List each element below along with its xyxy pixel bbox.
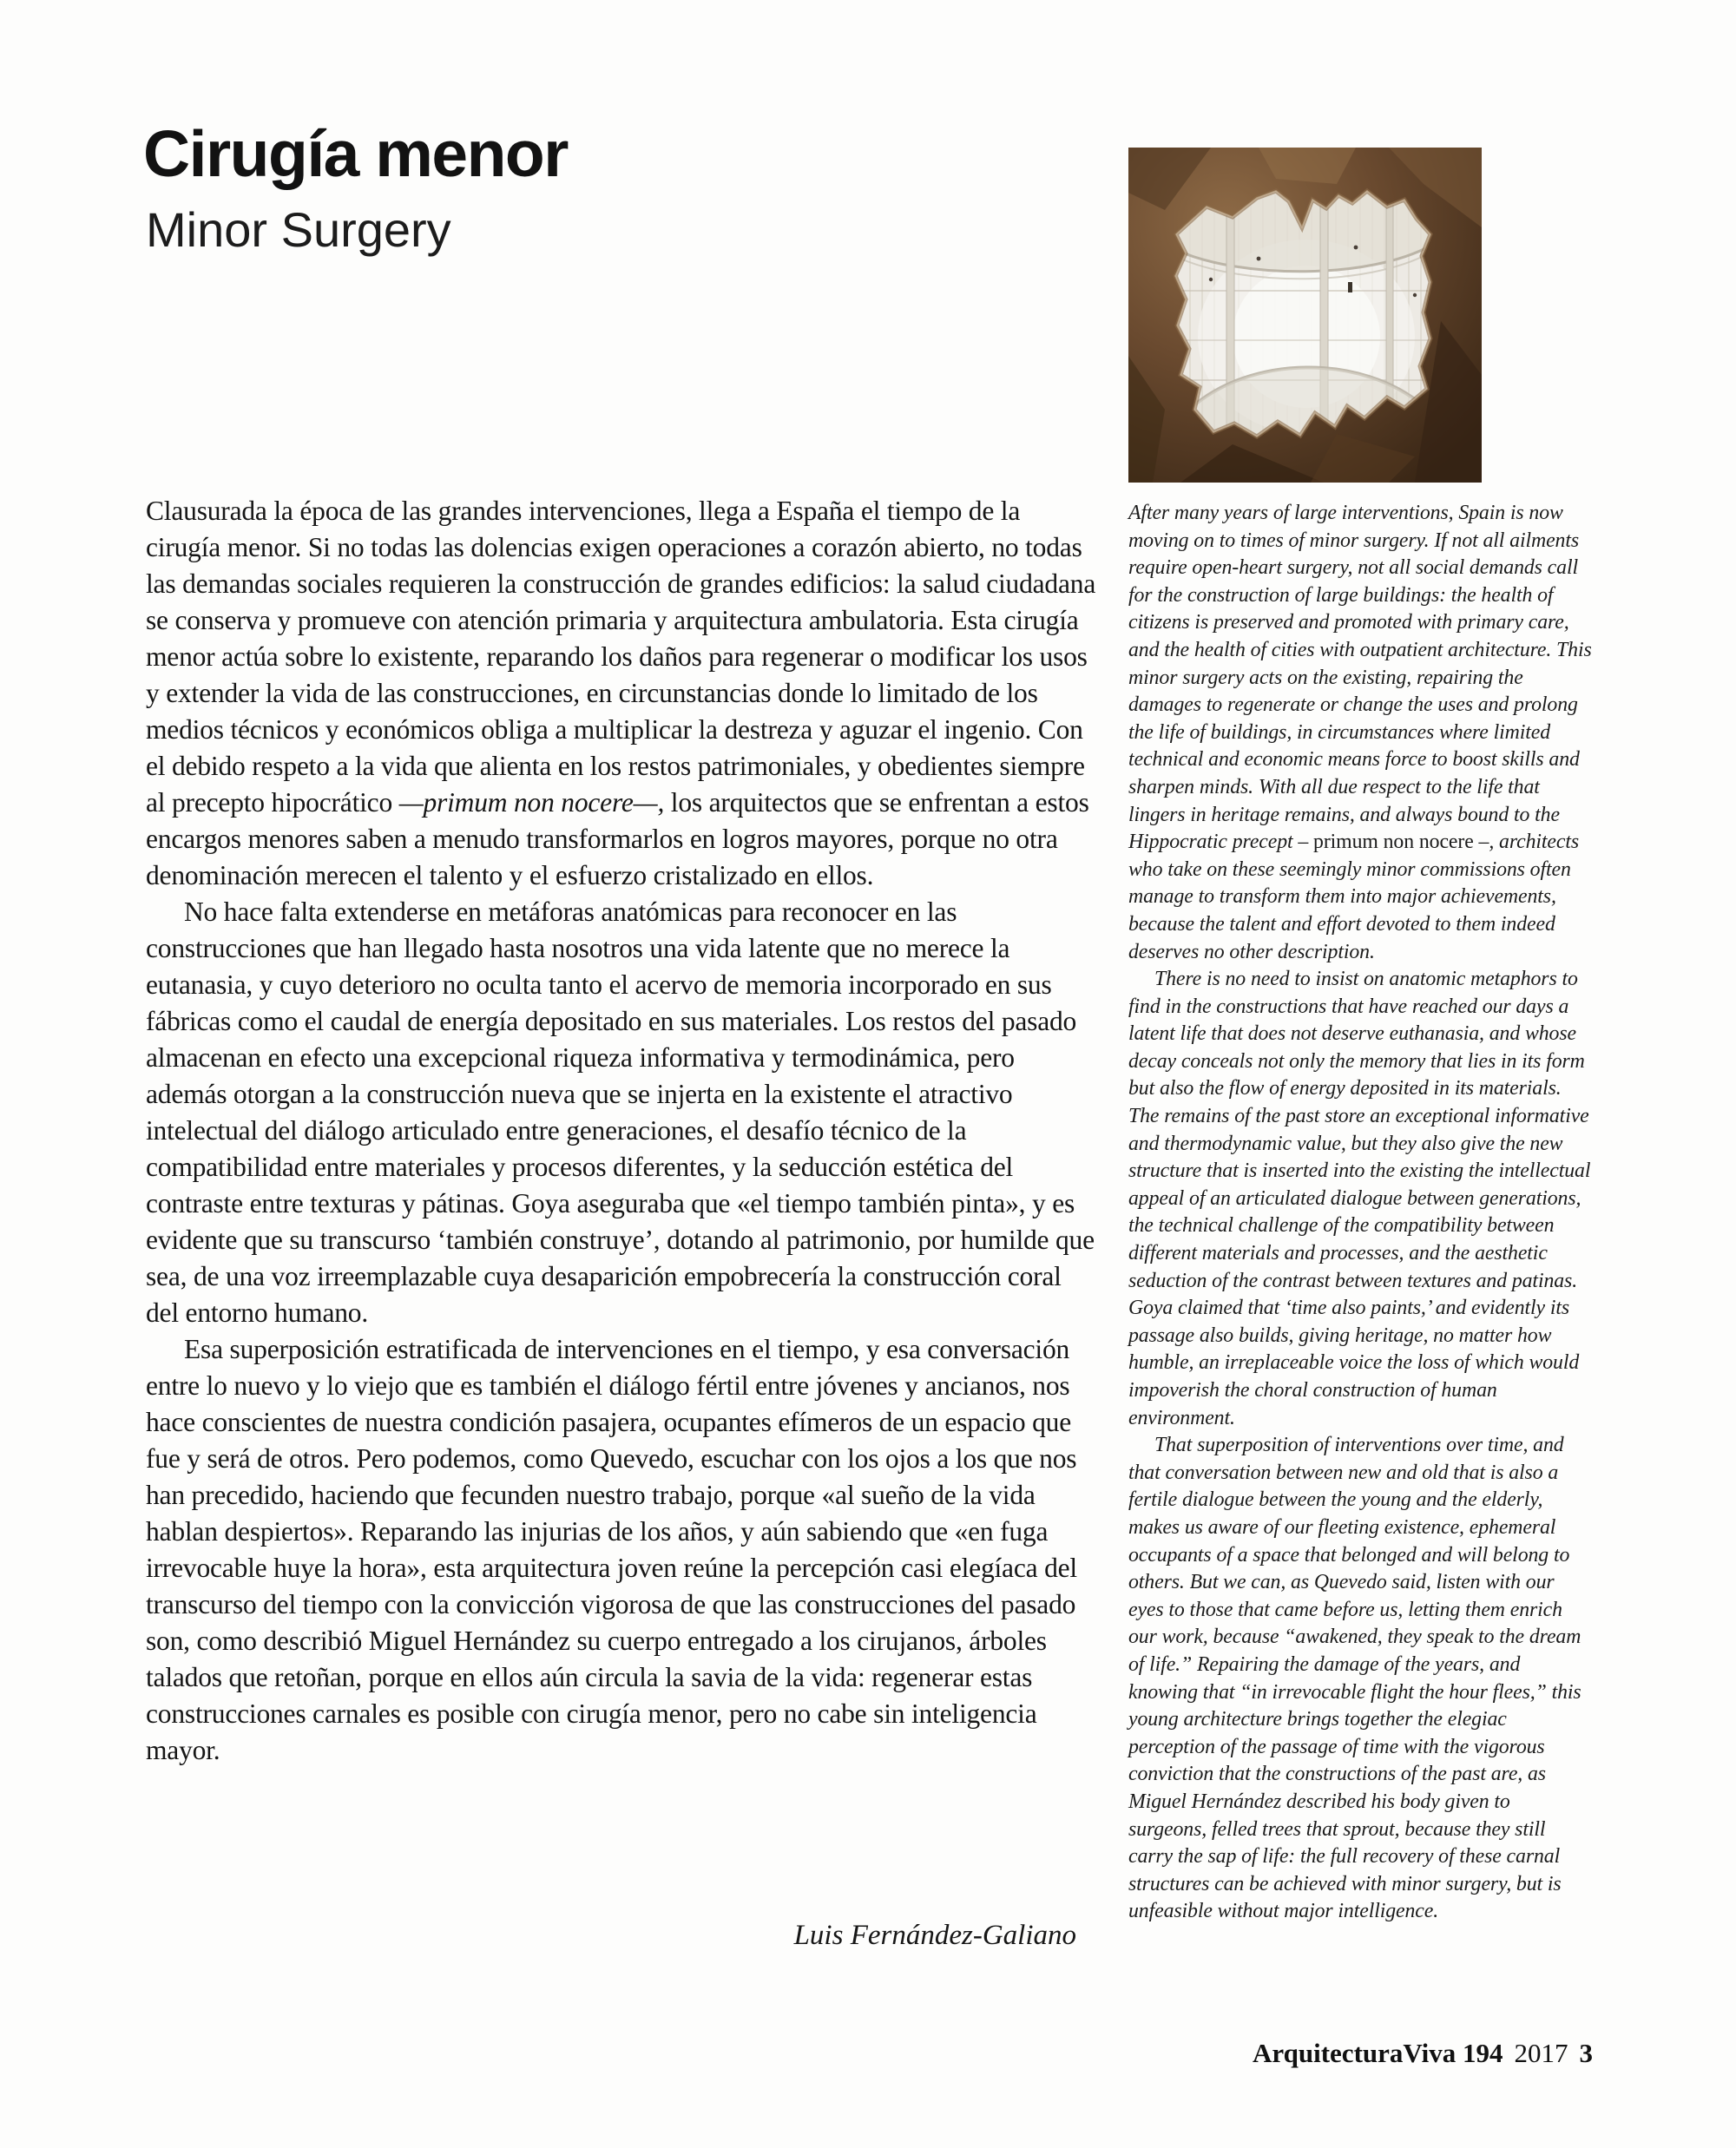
english-text-segment: After many years of large interventions, Spain is now moving on to times of minor surgery. If not all ailments require open-heart surgery, not all social demands call for the construction of large buildings: the health of citizens is preserved and promoted with primary care, and the health of cities with outpatient architecture. This minor surgery acts on the existing, repairing the damages to regenerate or change the uses and prolong the life of buildings, in circumstances where limited technical and economic means force to boost skills and sharpen minds. With all due respect to the life that lingers in heritage remains, and always bound to the Hippocratic precept – <box>1128 502 1592 854</box>
english-paragraph-3 <box>1128 1432 1593 1926</box>
footer-year: 2017 <box>1514 2038 1568 2068</box>
spanish-text-segment: —primum non nocere—, <box>398 787 665 818</box>
spanish-paragraph-1 <box>146 493 1101 894</box>
spanish-paragraph-2 <box>146 894 1101 1331</box>
english-text-segment: –, architects who take on these seemingly minor commissions often manage to transform them into major achievements, because the talent and effort devoted to them indeed deserves no other description. <box>1128 831 1579 963</box>
footer-page-number: 3 <box>1579 2038 1593 2068</box>
spanish-text-column <box>146 493 1101 1769</box>
spanish-text-segment: Clausurada la época de las grandes intervenciones, llega a España el tiempo de la cirugía menor. Si no todas las dolencias exigen operaciones a corazón abierto, no todas las demandas sociales requieren la construcción de grandes edificios: la salud ciudadana se conserva y promueve con atención primaria y arquitectura ambulatoria. Esta cirugía menor actúa sobre lo existente, reparando los daños para regenerar o modificar los usos y extender la vida de las construcciones, en circunstancias donde lo limitado de los medios técnicos y económicos obliga a multiplicar la destreza y aguzar el ingenio. Con el debido respeto a la vida que alienta en los restos patrimoniales, y obedientes siempre al precepto hipocrático <box>146 496 1096 818</box>
english-paragraph-2 <box>1128 966 1593 1432</box>
spanish-text-segment: No hace falta extenderse en metáforas anatómicas para reconocer en las construcciones que han llegado hasta nosotros una vida latente que no merece la eutanasia, y cuyo deterioro no oculta tanto el acervo de memoria incorporado en sus fábricas como el caudal de energía depositado en sus materiales. Los restos del pasado almacenan en efecto una excepcional riqueza informativa y termodinámica, pero además otorgan a la construcción nueva que se injerta en la existente el atractivo intelectual del diálogo articulado entre generaciones, el desafío técnico de la compatibilidad entre materiales y procesos diferentes, y la seducción estética del contraste entre texturas y pátinas. Goya aseguraba que «el tiempo también pinta», y es evidente que su transcurso ‘también construye’, dotando al patrimonio, por humilde que sea, de una voz irreemplazable cuya desaparición empobrecería la construcción coral del entorno humano. <box>146 897 1095 1328</box>
english-translation-column <box>1128 500 1593 1926</box>
english-text-segment: primum non nocere <box>1313 831 1474 854</box>
english-text-segment: That superposition of interventions over time, and that conversation between new and old that is also a fertile dialogue between the young and the elderly, makes us aware of our fleeting existence, ephemeral occupants of a space that belonged and will belong to others. But we can, as Quevedo said, listen with our eyes to those that came before us, letting them enrich our work, because “awakened, they speak to the dream of life.” Repairing the damage of the years, and knowing that “in irrevocable flight the hour flees,” this young architecture brings together the elegiac perception of the passage of time with the vigorous conviction that the constructions of the past are, as Miguel Hernández described his body given to surgeons, felled trees that sprout, because they still carry the sap of life: the full recovery of these carnal structures can be achieved with minor surgery, but is unfeasible without major intelligence. <box>1128 1434 1581 1923</box>
author-signature: Luis Fernández-Galiano <box>793 1920 1076 1951</box>
english-paragraph-1 <box>1128 500 1593 966</box>
broken-ceiling-hole-photo <box>1128 148 1482 483</box>
page-footer <box>898 2038 1593 2069</box>
spanish-paragraph-3 <box>146 1331 1101 1769</box>
page-title: Cirugía menor <box>143 117 568 190</box>
footer-magazine-issue: ArquitecturaViva 194 <box>1253 2038 1503 2068</box>
english-text-segment: There is no need to insist on anatomic metaphors to find in the constructions that have reached our days a latent life that does not deserve euthanasia, and whose decay conceals not only the memory that lies in its form but also the flow of energy deposited in its materials. The remains of the past store an exceptional informative and thermodynamic value, but they also give the new structure that is inserted into the existing the intellectual appeal of an articulated dialogue between generations, the technical challenge of the compatibility between different materials and processes, and the aesthetic seduction of the contrast between textures and patinas. Goya claimed that ‘time also paints,’ and evidently its passage also builds, giving heritage, no matter how humble, an irreplaceable voice the loss of which would impoverish the choral construction of human environment. <box>1128 968 1591 1429</box>
page-subtitle: Minor Surgery <box>146 202 451 257</box>
spanish-text-segment: Esa superposición estratificada de intervenciones en el tiempo, y esa conversación entre lo nuevo y lo viejo que es también el diálogo fértil entre jóvenes y ancianos, nos hace conscientes de nuestra condición pasajera, ocupantes efímeros de un espacio que fue y será de otros. Pero podemos, como Quevedo, escuchar con los ojos a los que nos han precedido, haciendo que fecunden nuestro trabajo, porque «al sueño de la vida hablan despiertos». Reparando las injurias de los años, y aún sabiendo que «en fuga irrevocable huye la hora», esta arquitectura joven reúne la percepción casi elegíaca del transcurso del tiempo con la convicción vigorosa de que las construcciones del pasado son, como describió Miguel Hernández su cuerpo entregado a los cirujanos, árboles talados que retoñan, porque en ellos aún circula la savia de la vida: regenerar estas construcciones carnales es posible con cirugía menor, pero no cabe sin inteligencia mayor. <box>146 1334 1077 1765</box>
spanish-text-segment: los arquitectos que se enfrentan a estos encargos menores saben a menudo transformarlos en logros mayores, porque no otra denominación merecen el talento y el esfuerzo cristalizado en ellos. <box>146 787 1089 890</box>
broken-ceiling-hole-illustration <box>1128 148 1482 483</box>
